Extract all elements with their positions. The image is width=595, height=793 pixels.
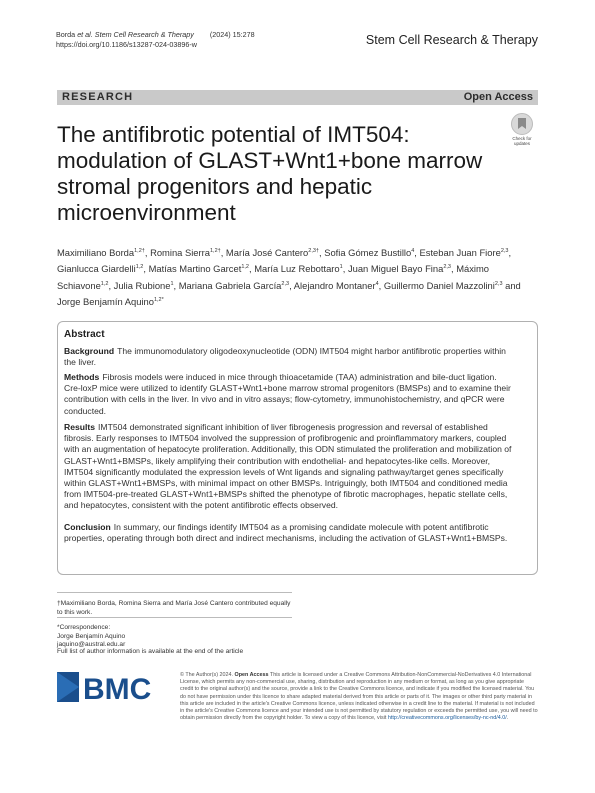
check-updates-icon [511,113,533,135]
license-statement [180,672,538,722]
copyright: © The Author(s) 2024. [180,672,234,678]
abstract-box [57,321,538,575]
author-name: Julia Rubione$^1$ [113,279,174,291]
article-type: RESEARCH [62,91,134,103]
citation-etal: et al. [77,30,93,39]
check-updates-text: Check for updates [512,136,532,146]
section-label: Results [64,422,96,432]
abstract-methods [64,372,514,417]
author-info-note: Full list of author information is available at the end of the article [57,648,244,655]
author-name: Guillermo Daniel Mazzolini$^{2,3}$ [383,279,503,291]
section-text: The immunomodulatory oligodeoxynucleotide (ODN) IMT504 might harbor antifibrotic properties within the liver. [64,346,506,368]
license-end: . [506,715,509,722]
correspondence-name: Jorge Benjamín Aquino [57,632,126,640]
author-affiliation: 2,3 [500,248,509,254]
correspondence-note [57,617,292,650]
bmc-logo [57,664,167,710]
citation-authors: Borda [56,30,78,39]
author-affiliation: 1,2 [135,264,144,271]
running-header-citation [56,30,255,50]
article-type-band [57,90,538,105]
author-affiliation: 1,2† [134,248,145,254]
abstract-results [64,422,514,512]
author-affiliation: 4 [375,280,379,287]
equal-contribution-note: †Maximiliano Borda, Romina Sierra and María José Cantero contributed equally to this work. [57,592,292,617]
article-title: The antifibrotic potential of IMT504: modulation of GLAST+Wnt1+bone marrow stromal progenitors and hepatic microenvironment [57,122,483,225]
author-affiliation: 1,2 [100,280,109,287]
section-label: Conclusion [64,522,111,532]
author-affiliation: 2,3 [443,264,451,271]
publisher-logo-text: BMC [83,673,152,706]
check-for-updates-badge[interactable] [507,113,537,146]
citation-journal: Stem Cell Research & Therapy [94,30,194,39]
section-text: IMT504 demonstrated significant inhibition of liver fibrogenesis progression and reversal of established fibrosis. Early responses to IMT504 involved the suppression of profibrogenic and proinflammatory markers, coupled with an augmentation of hepatocyte proliferation. Additionally, this ODN stimulated the proliferation and mobilization of GLAST+Wnt1+BMSPs, likely amplifying their contribution with endothelial- and hepatocytes-like cells. Moreover, IMT504 significantly modulated the expression levels of Wnt ligands and signaling pathway/target genes specifically within GLAST+Wnt1+BMSPs, with minimal impact on other BMSPs. Intriguingly, both IMT504 and conditioned media from IMT504-pre-treated GLAST+Wnt1+BMSPs shifted the phenotype of fibrotic macrophages, hepatic stellate cells, and hepatocytes, consistent with the potent antifibrotic effects observed. [64,422,512,511]
author-name: Esteban Juan Fiore$^{2,3}$ [419,247,509,259]
author-affiliation: 2,3† [308,248,319,254]
doi-link[interactable]: https://doi.org/10.1186/s13287-024-03896-w [56,40,197,49]
abstract-background [64,346,514,368]
author-affiliation: 4 [411,248,415,254]
section-text: Fibrosis models were induced in mice through thioacetamide (TAA) administration and bile-duct ligation. Cre-loxP mice were utilized to identify GLAST+Wnt1+bone marrow stromal progenitors (BMSPs) and to examine their contribution with cells in the liver. In vivo and in vitro assays; flow-cytometry, immunohistochemistry, and qPCR were conducted. [64,372,511,416]
author-affiliation: 2,3 [494,280,503,287]
author-name: Jorge Benjamín Aquino$^{1,2*}$ [57,296,164,308]
author-name: Gianlucca Giardelli$^{1,2}$ [57,263,144,275]
author-affiliation: 1,2* [153,296,164,303]
author-affiliation: 1,2† [209,248,221,254]
section-text: In summary, our findings identify IMT504 as a promising candidate molecule with potent antifibrotic properties, operating through both direct and indirect mechanisms, including the activation of GLAST+Wnt1+BMSPs. [64,522,508,544]
abstract-heading: Abstract [64,329,105,340]
author-name: Sofia Gómez Bustillo$^4$ [324,247,415,259]
license-text: This article is licensed under a Creative Commons Attribution-NonCommercial-NoDerivatives 4.0 International License, which permits any non-commercial use, sharing, distribution and reproduction in any medium or format, as long as you give appropriate credit to the original author(s) and the source, provide a link to the Creative Commons licence, and indicate if you modified the licensed material. You do not have permission under this licence to share adapted material derived from this article or parts of it. The images or other third party material in this article are included in the article's Creative Commons licence, unless indicated otherwise in a credit line to the material. If material is not included in the article's Creative Commons licence and your intended use is not permitted by statutory regulation or exceeds the permitted use, you will need to obtain permission directly from the copyright holder. To view a copy of this licence, visit [180,672,538,722]
author-list: Maximiliano Borda$^{1,2\dagger}$, Romina Sierra$^{1,2\dagger}$, María José Cantero$^{2,3\dagger}$, Sofia Gómez Bustillo$^4$, Esteban Juan Fiore$^{2,3}$, Gianlucca Giardelli$^{1,2}$, Matías Martino Garcet$^{1,2}$, María Luz Rebottaro$^1$, Juan Miguel Bayo Fina$^{2,3}$, Máximo Schiavone$^{1,2}$, Julia Rubione$^1$, Mariana Gabriela García$^{2,3}$, Alejandro Montaner$^4$, Guillermo Daniel Mazzolini$^{2,3}$ and Jorge Benjamín Aquino$^{1,2*}$ [57,247,521,308]
author-affiliation: 1 [170,280,174,287]
author-name: Mariana Gabriela García$^{2,3}$ [178,279,290,291]
author-name: Romina Sierra$^{1,2\dagger}$ [150,247,221,259]
open-access-label: Open Access [234,672,269,678]
author-name: Máximo Schiavone$^{1,2}$ [57,263,490,291]
author-name: Juan Miguel Bayo Fina$^{2,3}$ [347,263,451,275]
license-link[interactable]: http://creativecommons.org/licenses/by-nc-nd/4.0/ [387,715,507,722]
section-label: Background [64,346,115,356]
open-access-label: Open Access [463,91,533,103]
author-affiliation: 1 [339,264,343,271]
author-name: María José Cantero$^{2,3\dagger}$ [225,247,319,259]
author-affiliation: 2,3 [281,280,290,287]
citation-year-volume: (2024) 15:278 [209,30,255,39]
abstract-conclusion [64,522,514,544]
author-name: Alejandro Montaner$^4$ [293,279,379,291]
section-label: Methods [64,372,100,382]
author-name: Matías Martino Garcet$^{1,2}$ [148,263,249,275]
author-affiliation: 1,2 [241,264,249,271]
journal-name: Stem Cell Research & Therapy [365,33,538,47]
correspondence-label: *Correspondence: [57,624,111,631]
author-name: Maximiliano Borda$^{1,2\dagger}$ [57,247,145,259]
author-name: María Luz Rebottaro$^1$ [254,263,343,275]
correspondence-email[interactable]: jaquino@austral.edu.ar [57,641,126,648]
